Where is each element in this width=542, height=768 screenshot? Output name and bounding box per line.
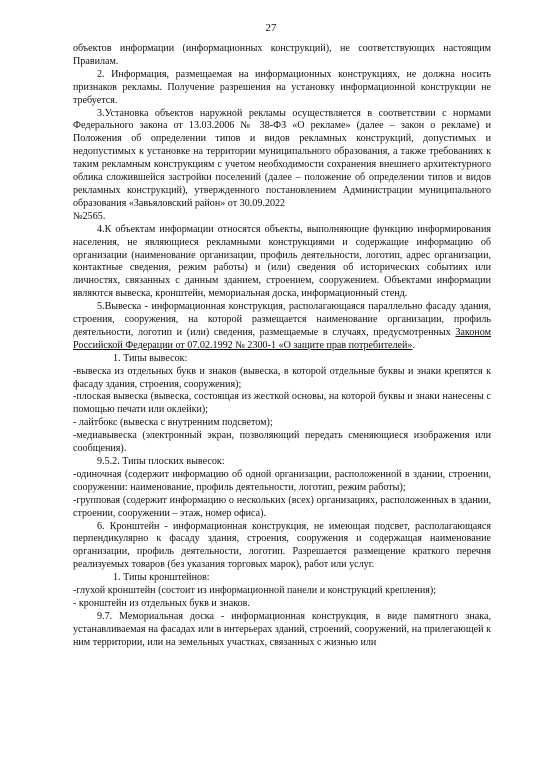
signboard-types-heading: 1. Типы вывесок: xyxy=(113,352,188,364)
flat-signboard-types-heading: 9.5.2. Типы плоских вывесок: xyxy=(97,456,225,467)
paragraph-5 xyxy=(73,301,491,353)
decree-number: №2565. xyxy=(73,210,106,222)
paragraph-2: 2. Информация, размещаемая на информационных конструкциях, не должна носить признаков рекламы. Получение разрешения на установку информационной конструкции не требуется. xyxy=(73,68,491,106)
page-body xyxy=(73,43,491,650)
paragraph-3: 3.Установка объектов наружной рекламы осуществляется в соответствии с нормами Федерального закона от 13.03.2006 № 38-ФЗ «О рекламе» (далее – закон о рекламе) и Положения об определении типов и видов рекламных конструкций, допустимых и недопустимых к установке на территории муниципального образования, а также требованиях к таким рекламным конструкциям с учетом необходимости сохранения внешнего архитектурного облика сложившейся застройки поселений (далее – положение об определении типов и видов рекламных конструкций), утвержденного постановлением Администрации муниципального образования «Завьяловский район» от 30.09.2022 xyxy=(73,107,491,209)
consumer-law-link[interactable]: Законом Российской Федерации от 07.02.1992 № 2300-1 «О защите прав потребителей» xyxy=(73,326,491,351)
paragraph-6: 6. Кронштейн - информационная конструкция, не имеющая подсвет, располагающаяся перпендикулярно к фасаду здания, строения, сооружения и содержащая наименование организации, профиль деятельности, логотип. Разрешается размещение краткого перечня реализуемых товаров (без указания торговых марок), работ или услуг. xyxy=(73,520,491,571)
list-item-media-signboard: -медиавывеска (электронный экран, позволяющий передать сменяющиеся изображения или сообщения). xyxy=(73,430,491,455)
list-item-lightbox: - лайтбокс (вывеска с внутренним подсветом); xyxy=(73,417,273,429)
list-item-solid-bracket: -глухой кронштейн (состоит из информационной панели и конструкций крепления); xyxy=(73,585,437,597)
paragraph-5-text: 5.Вывеска - информационная конструкция, располагающаяся параллельно фасаду здания, строения, сооружения, на которой размещается наименование организации, профиль деятельности, логотип и (или) сведения, размещаемые в случаях, предусмотренных xyxy=(73,301,491,338)
list-item-letters-signboard: -вывеска из отдельных букв и знаков (вывеска, в которой отдельные буквы и знаки крепятся к фасаду здания, строения, сооружения); xyxy=(73,365,491,390)
paragraph-9-7: 9.7. Мемориальная доска - информационная конструкция, в виде памятного знака, устанавливаемая на фасадах или в интерьерах зданий, строений, сооружений, на прилегающей к ним территории, или на земельных участках, связанных с жизнью или xyxy=(73,610,491,648)
bracket-types-heading: 1. Типы кронштейнов: xyxy=(113,572,210,584)
paragraph-continuation: объектов информации (информационных конструкций), не соответствующих настоящим Правилам. xyxy=(73,43,491,67)
page-number: 27 xyxy=(265,22,277,34)
paragraph-5-end: . xyxy=(412,339,415,351)
list-item-letters-bracket: - кронштейн из отдельных букв и знаков. xyxy=(73,597,250,609)
list-item-group: -групповая (содержит информацию о нескольких (всех) организациях, расположенных в здании, строении, сооружении – этаж, номер офиса). xyxy=(73,494,491,519)
paragraph-4: 4.К объектам информации относятся объекты, выполняющие функцию информирования населения, не являющиеся рекламными конструкциями и содержащие информацию об организации (наименование организации, профиль деятельности, логотип, адрес организации, контактные сведения, режим работы) и (или) сведения об исторических событиях или личностях, связанных с данным зданием, строением, сооружением. Объектами информации являются вывеска, кронштейн, мемориальная доска, информационный стенд. xyxy=(73,223,491,300)
list-item-flat-signboard: -плоская вывеска (вывеска, состоящая из жесткой основы, на которой буквы и знаки нанесены с помощью печати или оклейки); xyxy=(73,391,491,416)
list-item-single: -одиночная (содержит информацию об одной организации, расположенной в здании, строении, сооружении: наименование, профиль деятельности, логотип, режим работы); xyxy=(73,468,491,493)
